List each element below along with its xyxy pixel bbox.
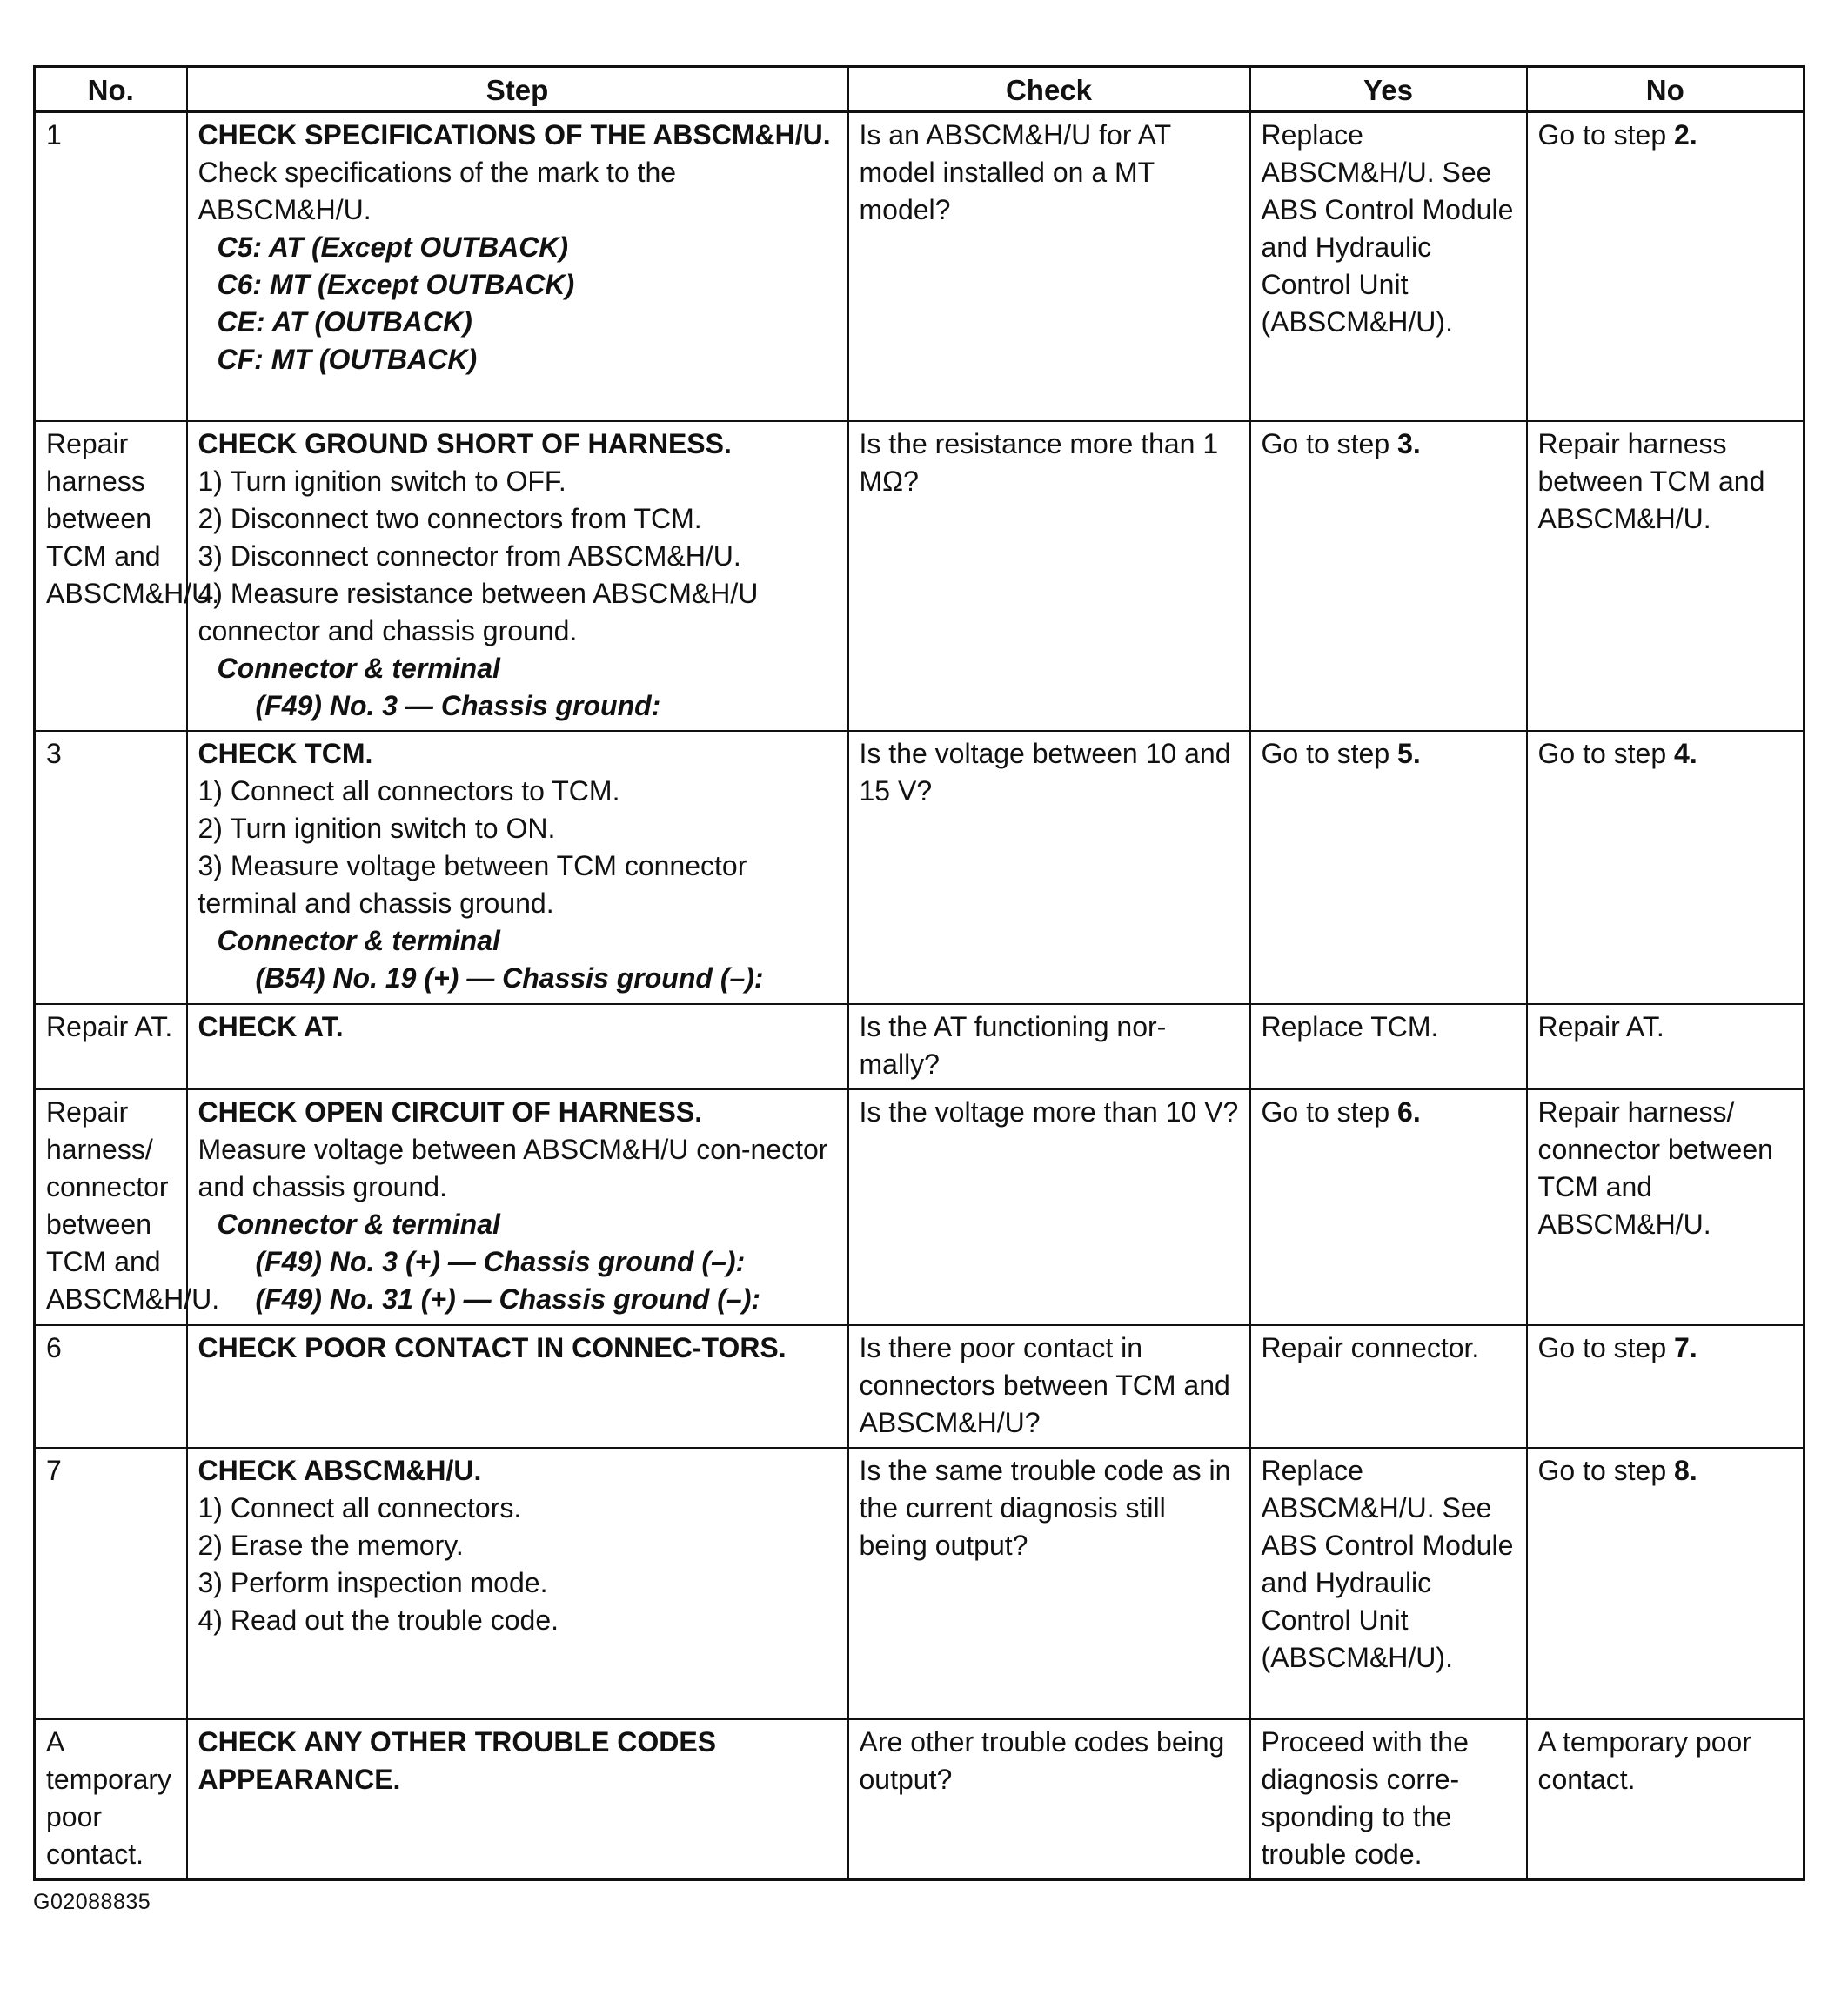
no-cell: Repair AT.	[1527, 1004, 1804, 1089]
row-number: 1	[35, 111, 187, 421]
spec-line: CF: MT (OUTBACK)	[217, 344, 478, 375]
row-number: Repair harness between TCM and ABSCM&H/U.	[35, 421, 187, 731]
step-instruction: 1) Turn ignition switch to OFF.	[198, 465, 566, 497]
table-row	[35, 1004, 1804, 1089]
yes-cell: Replace ABSCM&H/U. See ABS Control Module and Hydraulic Control Unit (ABSCM&H/U).	[1250, 111, 1527, 421]
step-title: CHECK ANY OTHER TROUBLE CODES APPEARANCE.	[198, 1726, 717, 1795]
yes-cell	[1250, 731, 1527, 1004]
step-title: CHECK POOR CONTACT IN CONNEC-TORS.	[198, 1332, 787, 1363]
no-cell	[1527, 1448, 1804, 1719]
connector-terminal-line: (F49) No. 3 — Chassis ground:	[255, 690, 661, 721]
step-cell	[187, 1719, 848, 1880]
step-instruction: Check specifications of the mark to the ABSCM&H/U.	[198, 157, 677, 225]
row-number: Repair harness/ connector between TCM and ABSCM&H/U.	[35, 1089, 187, 1325]
step-title: CHECK TCM.	[198, 738, 373, 769]
step-instruction: 3) Perform inspection mode.	[198, 1567, 548, 1598]
step-title: CHECK OPEN CIRCUIT OF HARNESS.	[198, 1096, 703, 1128]
check-cell: Is the same trouble code as in the current diagnosis still being output?	[848, 1448, 1250, 1719]
go-to-step-end: .	[1689, 738, 1697, 769]
go-to-step-number: 4	[1674, 738, 1690, 769]
step-instruction: 4) Read out the trouble code.	[198, 1604, 559, 1636]
step-instruction: 4) Measure resistance between ABSCM&H/U connector and chassis ground.	[198, 578, 759, 646]
connector-terminal-heading: Connector & terminal	[217, 925, 500, 956]
header-yes: Yes	[1250, 67, 1527, 112]
go-to-step-number: 3	[1397, 428, 1413, 459]
spec-line: CE: AT (OUTBACK)	[217, 306, 472, 338]
check-cell: Is there poor contact in connectors between TCM and ABSCM&H/U?	[848, 1325, 1250, 1448]
table-row	[35, 111, 1804, 421]
header-no: No.	[35, 67, 187, 112]
no-cell: A temporary poor contact.	[1527, 1719, 1804, 1880]
go-to-step-end: .	[1412, 1096, 1421, 1128]
header-step: Step	[187, 67, 848, 112]
go-to-step-text: Go to step	[1537, 1332, 1675, 1363]
yes-cell: Proceed with the diagnosis corre-sponding to the trouble code.	[1250, 1719, 1527, 1880]
connector-terminal-heading: Connector & terminal	[217, 653, 500, 684]
go-to-step-number: 8	[1674, 1455, 1690, 1486]
go-to-step-text: Go to step	[1537, 1455, 1675, 1486]
table-row	[35, 421, 1804, 731]
yes-cell: Replace TCM.	[1250, 1004, 1527, 1089]
go-to-step-number: 5	[1397, 738, 1413, 769]
step-title: CHECK GROUND SHORT OF HARNESS.	[198, 428, 732, 459]
header-no-answer: No	[1527, 67, 1804, 112]
step-instruction: 3) Disconnect connector from ABSCM&H/U.	[198, 540, 741, 572]
table-row	[35, 1719, 1804, 1880]
go-to-step-end: .	[1689, 1332, 1697, 1363]
yes-cell	[1250, 1089, 1527, 1325]
step-cell	[187, 731, 848, 1004]
go-to-step-number: 6	[1397, 1096, 1413, 1128]
no-cell	[1527, 1325, 1804, 1448]
no-cell: Repair harness between TCM and ABSCM&H/U.	[1527, 421, 1804, 731]
header-check: Check	[848, 67, 1250, 112]
step-cell	[187, 1325, 848, 1448]
spec-line: C5: AT (Except OUTBACK)	[217, 231, 569, 263]
step-title: CHECK SPECIFICATIONS OF THE ABSCM&H/U.	[198, 119, 831, 151]
diagnostic-procedure-table	[33, 65, 1805, 1881]
yes-cell: Repair connector.	[1250, 1325, 1527, 1448]
step-cell	[187, 111, 848, 421]
table-row	[35, 1089, 1804, 1325]
go-to-step-end: .	[1689, 1455, 1697, 1486]
row-number: A temporary poor contact.	[35, 1719, 187, 1880]
table-header-row	[35, 67, 1804, 112]
yes-cell	[1250, 421, 1527, 731]
row-number: 7	[35, 1448, 187, 1719]
go-to-step-text: Go to step	[1261, 738, 1398, 769]
check-cell: Is the AT functioning nor-mally?	[848, 1004, 1250, 1089]
step-instruction: 3) Measure voltage between TCM connector terminal and chassis ground.	[198, 850, 747, 919]
step-instruction: Measure voltage between ABSCM&H/U con-nector and chassis ground.	[198, 1134, 828, 1202]
step-cell	[187, 1448, 848, 1719]
connector-terminal-line: (B54) No. 19 (+) — Chassis ground (–):	[255, 962, 764, 994]
go-to-step-text: Go to step	[1537, 738, 1675, 769]
step-instruction: 2) Turn ignition switch to ON.	[198, 813, 556, 844]
step-title: CHECK ABSCM&H/U.	[198, 1455, 482, 1486]
figure-code: G02088835	[33, 1890, 151, 1914]
go-to-step-text: Go to step	[1261, 1096, 1398, 1128]
go-to-step-end: .	[1412, 428, 1421, 459]
table-row	[35, 1448, 1804, 1719]
no-cell: Repair harness/ connector between TCM and ABSCM&H/U.	[1527, 1089, 1804, 1325]
table-row	[35, 731, 1804, 1004]
check-cell: Is the voltage between 10 and 15 V?	[848, 731, 1250, 1004]
go-to-step-number: 2	[1674, 119, 1690, 151]
go-to-step-end: .	[1412, 738, 1421, 769]
step-title: CHECK AT.	[198, 1011, 344, 1042]
check-cell: Is an ABSCM&H/U for AT model installed on a MT model?	[848, 111, 1250, 421]
step-cell	[187, 421, 848, 731]
spec-line: C6: MT (Except OUTBACK)	[217, 269, 575, 300]
row-number: 3	[35, 731, 187, 1004]
no-cell	[1527, 111, 1804, 421]
row-number: Repair AT.	[35, 1004, 187, 1089]
go-to-step-number: 7	[1674, 1332, 1690, 1363]
go-to-step-end: .	[1689, 119, 1697, 151]
yes-cell: Replace ABSCM&H/U. See ABS Control Module and Hydraulic Control Unit (ABSCM&H/U).	[1250, 1448, 1527, 1719]
step-instruction: 1) Connect all connectors to TCM.	[198, 775, 620, 807]
check-cell: Is the voltage more than 10 V?	[848, 1089, 1250, 1325]
step-instruction: 2) Erase the memory.	[198, 1530, 464, 1561]
go-to-step-text: Go to step	[1261, 428, 1398, 459]
connector-terminal-heading: Connector & terminal	[217, 1209, 500, 1240]
step-cell	[187, 1089, 848, 1325]
connector-terminal-line: (F49) No. 31 (+) — Chassis ground (–):	[255, 1283, 761, 1315]
table-row	[35, 1325, 1804, 1448]
no-cell	[1527, 731, 1804, 1004]
step-instruction: 1) Connect all connectors.	[198, 1492, 522, 1524]
row-number: 6	[35, 1325, 187, 1448]
check-cell: Is the resistance more than 1 MΩ?	[848, 421, 1250, 731]
connector-terminal-line: (F49) No. 3 (+) — Chassis ground (–):	[255, 1246, 746, 1277]
check-cell: Are other trouble codes being output?	[848, 1719, 1250, 1880]
step-cell	[187, 1004, 848, 1089]
step-instruction: 2) Disconnect two connectors from TCM.	[198, 503, 702, 534]
go-to-step-text: Go to step	[1537, 119, 1675, 151]
